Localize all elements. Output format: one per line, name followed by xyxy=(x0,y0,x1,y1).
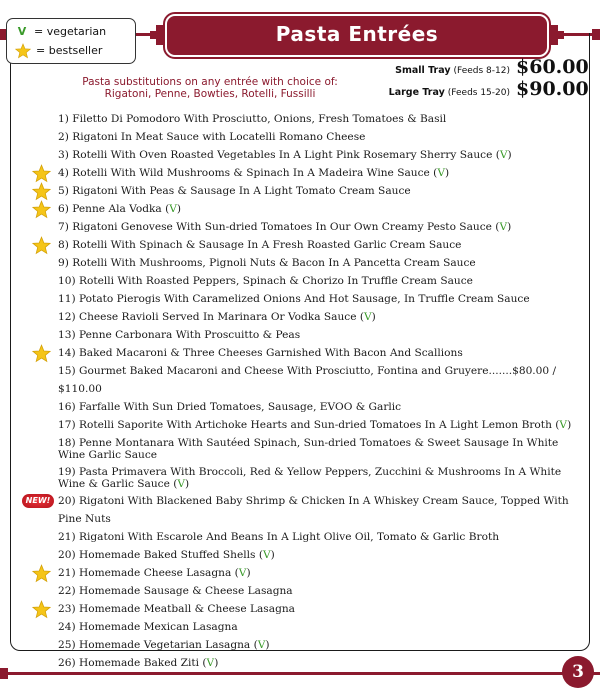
menu-item-label: 10) Rotelli With Roasted Peppers, Spinach & Chorizo In Truffle Cream Sauce xyxy=(58,275,473,287)
menu-item-label: 13) Penne Carbonara With Proscuitto & Peas xyxy=(58,329,301,341)
vegetarian-marker: V xyxy=(238,567,247,579)
menu-item-text: 21) Homemade Cheese Lasagna (V) xyxy=(58,567,251,579)
menu-item-text xyxy=(58,437,558,461)
menu-item-label: 7) Rigatoni Genovese With Sun-dried Tomatoes In Our Own Creamy Pesto Sauce xyxy=(58,221,492,233)
menu-item xyxy=(58,636,578,654)
vegetarian-marker: V xyxy=(263,549,271,561)
price-row-small xyxy=(360,56,589,78)
menu-item-text xyxy=(58,293,530,305)
legend-bestseller xyxy=(15,41,127,60)
menu-item-text: 3) Rotelli With Oven Roasted Vegetables In A Light Pink Rosemary Sherry Sauce (V) xyxy=(58,149,512,161)
menu-item-label: 26) Homemade Baked Ziti xyxy=(58,657,200,669)
legend-vegetarian xyxy=(15,22,127,41)
menu-item xyxy=(58,416,578,434)
menu-item-label: 3) Rotelli With Oven Roasted Vegetables In A Light Pink Rosemary Sherry Sauce xyxy=(58,149,493,161)
star-icon xyxy=(32,344,51,363)
menu-item xyxy=(58,200,578,218)
menu-item xyxy=(58,326,578,344)
star-icon xyxy=(32,182,51,201)
menu-item-label: 6) Penne Ala Vodka xyxy=(58,203,162,215)
menu-item-text xyxy=(58,275,473,287)
menu-item-label: 11) Potato Pierogis With Caramelized Onions And Hot Sausage, In Truffle Cream Sauce xyxy=(58,293,530,305)
menu-item xyxy=(58,164,578,182)
menu-item xyxy=(58,254,578,272)
menu-item-label: 12) Cheese Ravioli Served In Marinara Or Vodka Sauce xyxy=(58,311,357,323)
banner-ornament-right-step xyxy=(550,25,558,45)
page-number: 3 xyxy=(562,656,594,688)
tray-price: $90.00 xyxy=(516,78,589,100)
menu-item xyxy=(58,528,578,546)
menu-item-text xyxy=(58,531,499,543)
menu-item-text xyxy=(58,113,446,125)
menu-item xyxy=(58,182,578,200)
menu-item-label: 21) Rigatoni With Escarole And Beans In A Light Olive Oil, Tomato & Garlic Broth xyxy=(58,531,500,543)
tray-pricing xyxy=(360,56,589,100)
menu-item-label: 1) Filetto Di Pomodoro With Prosciutto, Onions, Fresh Tomatoes & Basil xyxy=(58,113,447,125)
menu-item xyxy=(58,308,578,326)
menu-item xyxy=(58,463,578,492)
star-icon xyxy=(32,200,51,219)
tray-price: $60.00 xyxy=(516,56,589,78)
menu-item xyxy=(58,362,578,398)
menu-item-text: 12) Cheese Ravioli Served In Marinara Or Vodka Sauce (V) xyxy=(58,311,376,323)
menu-item xyxy=(58,272,578,290)
tray-feeds: (Feeds 15-20) xyxy=(447,88,510,98)
substitution-line-2: Rigatoni, Penne, Bowties, Rotelli, Fussilli xyxy=(104,88,316,100)
star-icon xyxy=(32,564,51,583)
menu-item xyxy=(58,600,578,618)
substitution-note xyxy=(60,76,360,100)
banner-ornament-left-step xyxy=(156,25,164,45)
menu-item-text xyxy=(58,185,411,197)
tray-name: Large Tray xyxy=(388,87,445,98)
vegetarian-marker: V xyxy=(206,657,215,669)
menu-item-label: 25) Homemade Vegetarian Lasagna xyxy=(58,639,251,651)
menu-item-label: 19) Pasta Primavera With Broccoli, Red & Yellow Peppers, Zucchini & Mushrooms In A White Wine & Garlic Sauce xyxy=(58,466,562,490)
menu-item-text xyxy=(58,585,293,597)
menu-item-text: 6) Penne Ala Vodka (V) xyxy=(58,203,182,215)
vegetarian-marker: V xyxy=(499,149,508,161)
menu-item-label: 23) Homemade Meatball & Cheese Lasagna xyxy=(58,603,295,615)
page-title: Pasta Entrées xyxy=(165,14,549,57)
menu-item-text: 20) Homemade Baked Stuffed Shells (V) xyxy=(58,549,275,561)
menu-item-text xyxy=(58,347,463,359)
menu-item xyxy=(58,218,578,236)
menu-item-label: 22) Homemade Sausage & Cheese Lasagna xyxy=(58,585,293,597)
vegetarian-marker: V xyxy=(559,419,568,431)
menu-item-label: 4) Rotelli With Wild Mushrooms & Spinach In A Madeira Wine Sauce xyxy=(58,167,430,179)
menu-item-label: 15) Gourmet Baked Macaroni and Cheese With Prosciutto, Fontina and Gruyere.......$80.00 / $110.00 xyxy=(58,365,557,395)
menu-item xyxy=(58,146,578,164)
menu-list xyxy=(25,110,578,672)
vegetarian-marker: V xyxy=(364,311,372,323)
menu-item xyxy=(58,618,578,636)
menu-item-text: 26) Homemade Baked Ziti (V) xyxy=(58,657,219,669)
bottom-rule-cap-left xyxy=(0,668,8,679)
menu-item xyxy=(58,582,578,600)
menu-item-text xyxy=(58,131,365,143)
substitution-line-1: Pasta substitutions on any entrée with choice of: xyxy=(82,76,338,88)
bestseller-label: = bestseller xyxy=(36,44,103,57)
menu-item-text xyxy=(58,495,569,525)
tray-name: Small Tray xyxy=(395,65,451,76)
menu-item xyxy=(25,492,578,528)
menu-item xyxy=(58,344,578,362)
vegetarian-symbol: V xyxy=(17,25,27,38)
menu-item-text xyxy=(58,365,556,395)
vegetarian-label: = vegetarian xyxy=(34,25,107,38)
menu-item-label: 8) Rotelli With Spinach & Sausage In A Fresh Roasted Garlic Cream Sauce xyxy=(58,239,462,251)
vegetarian-marker: V xyxy=(257,639,266,651)
menu-item xyxy=(58,654,578,672)
menu-item-text: 7) Rigatoni Genovese With Sun-dried Tomatoes In Our Own Creamy Pesto Sauce (V) xyxy=(58,221,512,233)
menu-item xyxy=(58,236,578,254)
menu-item xyxy=(58,128,578,146)
menu-item-label: 17) Rotelli Saporite With Artichoke Hearts and Sun-dried Tomatoes In A Light Lemon Broth xyxy=(58,419,552,431)
menu-item-text xyxy=(58,401,401,413)
star-icon xyxy=(15,43,31,59)
menu-item-label: 14) Baked Macaroni & Three Cheeses Garnished With Bacon And Scallions xyxy=(58,347,463,359)
menu-item xyxy=(58,110,578,128)
star-icon xyxy=(32,164,51,183)
menu-item-text xyxy=(58,239,461,251)
menu-item xyxy=(58,290,578,308)
star-icon xyxy=(32,600,51,619)
menu-item xyxy=(58,546,578,564)
menu-item-text: 4) Rotelli With Wild Mushrooms & Spinach In A Madeira Wine Sauce (V) xyxy=(58,167,450,179)
top-rule-cap-right xyxy=(592,29,600,40)
bottom-rule xyxy=(0,672,600,675)
legend-box xyxy=(6,18,136,64)
menu-item-label: 20) Homemade Baked Stuffed Shells xyxy=(58,549,256,561)
menu-item xyxy=(58,434,578,463)
menu-item-label: 20) Rigatoni With Blackened Baby Shrimp & Chicken In A Whiskey Cream Sauce, Topped With Pine Nuts xyxy=(58,495,569,525)
menu-item-label: 16) Farfalle With Sun Dried Tomatoes, Sausage, EVOO & Garlic xyxy=(58,401,402,413)
menu-item-text xyxy=(58,329,300,341)
menu-item-label: 5) Rigatoni With Peas & Sausage In A Light Tomato Cream Sauce xyxy=(58,185,411,197)
menu-item-text: 25) Homemade Vegetarian Lasagna (V) xyxy=(58,639,270,651)
vegetarian-marker: V xyxy=(169,203,177,215)
menu-item-text: 17) Rotelli Saporite With Artichoke Hearts and Sun-dried Tomatoes In A Light Lemon Broth (V) xyxy=(58,419,572,431)
menu-item-text xyxy=(58,603,295,615)
menu-item-text xyxy=(58,621,238,633)
star-icon xyxy=(32,236,51,255)
vegetarian-marker: V xyxy=(437,167,445,179)
menu-item-label: 9) Rotelli With Mushrooms, Pignoli Nuts & Bacon In A Pancetta Cream Sauce xyxy=(58,257,476,269)
menu-item xyxy=(58,398,578,416)
price-row-large xyxy=(360,78,589,100)
menu-item-label: 24) Homemade Mexican Lasagna xyxy=(58,621,238,633)
menu-item xyxy=(58,564,578,582)
new-badge: NEW! xyxy=(22,494,54,508)
menu-item-label: 2) Rigatoni In Meat Sauce with Locatelli Romano Cheese xyxy=(58,131,366,143)
menu-item-label: 18) Penne Montanara With Sautéed Spinach, Sun-dried Tomatoes & Sweet Sausage In White Wine Garlic Sauce xyxy=(58,437,559,461)
tray-feeds: (Feeds 8-12) xyxy=(453,66,510,76)
menu-item-label: 21) Homemade Cheese Lasagna xyxy=(58,567,232,579)
menu-item-text xyxy=(58,257,476,269)
menu-item-text: 19) Pasta Primavera With Broccoli, Red & Yellow Peppers, Zucchini & Mushrooms In A White Wine & Garlic Sauce (V) xyxy=(58,466,562,490)
vegetarian-marker: V xyxy=(177,478,186,490)
vegetarian-marker: V xyxy=(499,221,508,233)
